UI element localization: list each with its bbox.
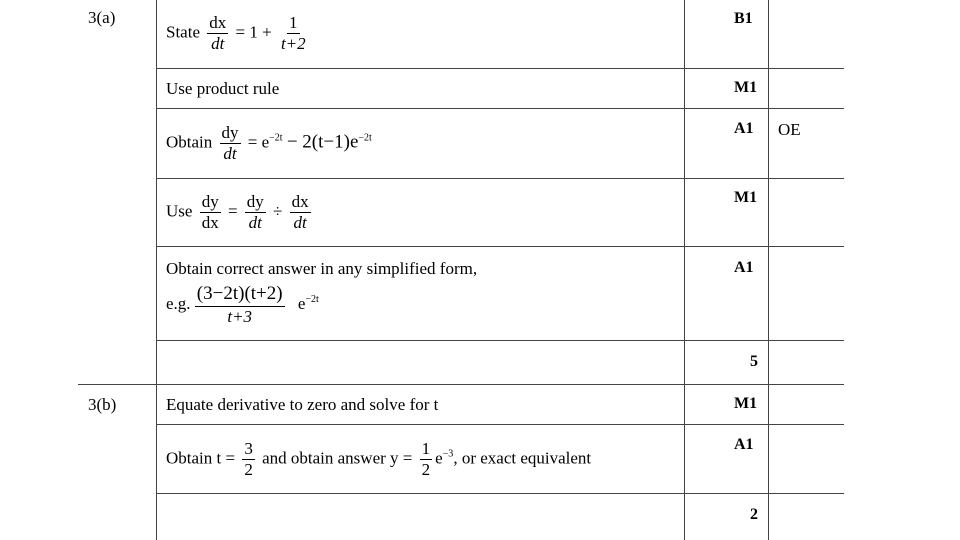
column-divider-note [768,0,769,540]
mark-m1: M1 [734,79,758,96]
row-equate-derivative: Equate derivative to zero and solve for t [166,395,439,414]
row-text: State [166,22,200,42]
tail-text: , or exact equivalent [453,448,592,468]
fraction-one-over-t-plus-2 [279,14,308,53]
question-label-3a: 3(a) [88,8,116,27]
mark-m1: M1 [734,189,758,206]
row-obtain-dy-dt [166,124,372,163]
numerator: dy [201,192,219,211]
exponent: −2t [305,294,319,306]
row-divider [156,68,844,69]
column-divider-left [156,0,157,540]
denominator: dt [211,33,225,53]
fraction-dx-dt [290,193,311,232]
exp-base: e [435,448,443,468]
fraction-dy-dt [245,193,266,232]
row-chain-rule [166,193,314,232]
divide-sign: ÷ [273,201,283,221]
eg-label: e.g. [166,293,191,313]
row-divider [156,108,844,109]
exponent: −2t [269,132,283,144]
row-text: Use [166,201,193,221]
fraction-dy-dx [200,193,221,232]
denominator: t+3 [227,306,253,326]
section-divider [78,384,844,385]
denominator: dt [248,212,262,232]
row-obtain-t-and-y [166,440,591,479]
question-label-3b: 3(b) [88,395,117,414]
exponent: −3 [442,448,454,460]
fraction-dy-dt [220,124,241,163]
equals-sign: = [227,201,238,221]
row-divider [156,340,844,341]
rhs-part-b: − 2(t−1)e [286,131,359,153]
exp-base: e [297,293,306,313]
mark-a1: A1 [734,259,754,276]
fraction-one-half [420,440,433,479]
numerator: (3−2t)(t+2) [195,284,285,307]
fraction-three-halves [242,440,255,479]
row-divider [156,424,844,425]
note-oe: OE [778,120,801,139]
mark-b1: B1 [734,10,753,27]
rhs-part-a: = e [247,132,270,152]
mark-a1: A1 [734,120,754,137]
row-state-derivative [166,14,311,53]
denominator: dt [293,212,307,232]
numerator: 1 [421,439,431,458]
row-text: Obtain [166,132,213,152]
fraction-answer [195,284,285,326]
obtain-t: Obtain t = [166,448,236,468]
mark-a1: A1 [734,436,754,453]
denominator: dx [201,212,219,232]
row-correct-answer-line: Obtain correct answer in any simplified form, [166,259,478,278]
numerator: dy [221,123,239,142]
numerator: dy [246,192,264,211]
equals-one-plus: = 1 + [235,22,272,42]
total-marks-3b: 2 [750,506,758,523]
exponent: −2t [358,132,372,144]
fraction-dx-dt [207,14,228,53]
denominator: t+2 [280,33,306,53]
numerator: dx [209,13,227,32]
row-product-rule: Use product rule [166,79,280,98]
row-correct-answer-example [166,284,319,326]
row-divider [156,178,844,179]
numerator: dx [291,192,309,211]
obtain-y: and obtain answer y = [262,448,413,468]
denominator: 2 [244,459,253,479]
row-divider [156,246,844,247]
column-divider-mark [684,0,685,540]
total-marks-3a: 5 [750,353,758,370]
numerator: 1 [289,13,298,32]
numerator: 3 [244,439,253,458]
row-divider [156,493,844,494]
denominator: dt [223,143,237,163]
mark-m1: M1 [734,395,758,412]
denominator: 2 [421,459,431,479]
